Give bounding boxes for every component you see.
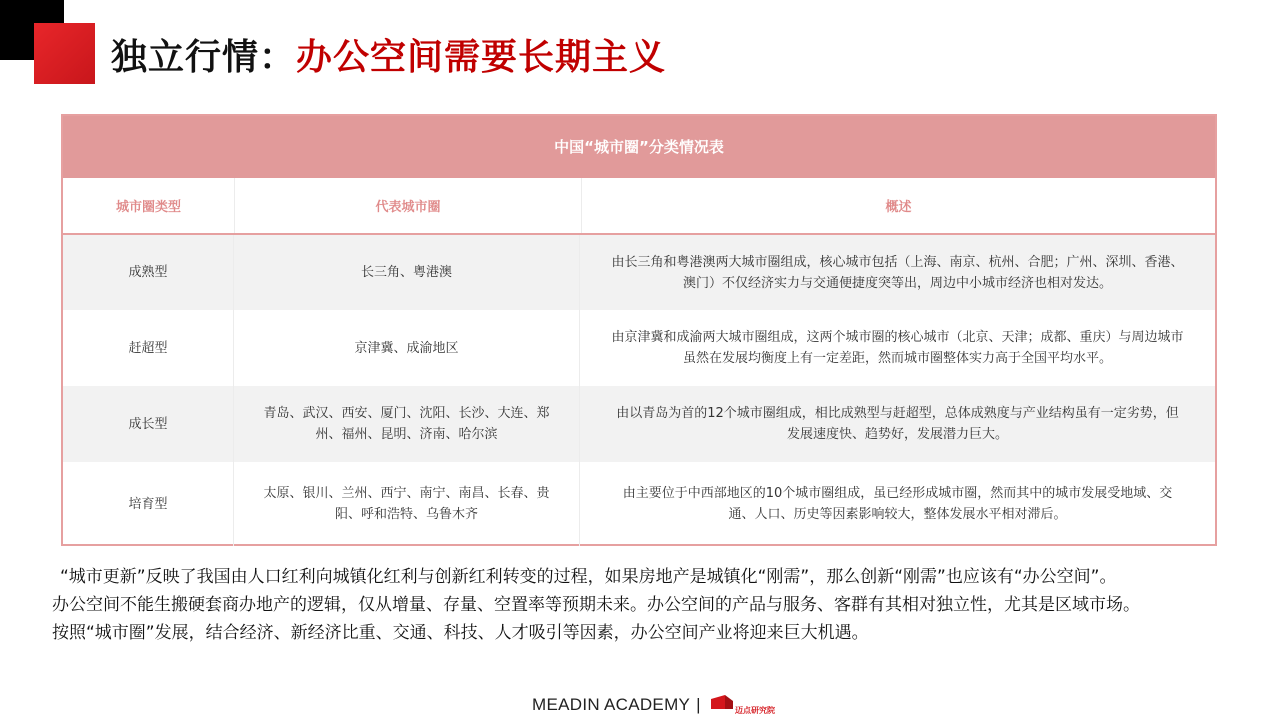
cell-type: 培育型 [63, 462, 234, 546]
cell-type: 赶超型 [63, 310, 234, 386]
footer [532, 693, 775, 717]
body-paragraphs [52, 563, 1252, 647]
cell-summary: 由以青岛为首的12个城市圈组成，相比成熟型与赶超型，总体成熟度与产业结构虽有一定劣势，但发展速度快、趋势好，发展潜力巨大。 [616, 406, 1179, 442]
body-paragraph: 办公空间不能生搬硬套商办地产的逻辑，仅从增量、存量、空置率等预期未来。办公空间的产品与服务、客群有其相对独立性，尤其是区域市场。 [52, 595, 1140, 615]
body-paragraph: 按照“城市圈”发展，结合经济、新经济比重、交通、科技、人才吸引等因素，办公空间产业将迎来巨大机遇。 [52, 623, 869, 643]
column-header-summary: 概述 [885, 200, 912, 215]
table-header-row [63, 178, 1215, 235]
cell-cities: 京津冀、成渝地区 [234, 310, 580, 386]
body-paragraph: “城市更新”反映了我国由人口红利向城镇化红利与创新红利转变的过程，如果房地产是城镇化“刚需”，那么创新“刚需”也应该有“办公空间”。 [60, 567, 1117, 587]
footer-separator: | [696, 695, 701, 714]
slide-title [111, 34, 666, 84]
cell-summary: 由长三角和粤港澳两大城市圈组成，核心城市包括（上海、南京、杭州、合肥；广州、深圳、香港、澳门）不仅经济实力与交通便捷度突等出，周边中小城市经济也相对发达。 [611, 254, 1184, 291]
table-caption: 中国“城市圈”分类情况表 [63, 116, 1215, 178]
table-row [63, 235, 1215, 310]
column-header-cities: 代表城市圈 [235, 178, 582, 233]
cell-summary: 由主要位于中西部地区的10个城市圈组成，虽已经形成城市圈，然而其中的城市发展受地域、交通、人口、历史等因素影响较大，整体发展水平相对滞后。 [622, 486, 1173, 522]
column-header-type: 城市圈类型 [63, 178, 235, 233]
table-row [63, 462, 1215, 546]
footer-brand: MEADIN ACADEMY [532, 695, 691, 714]
table-row [63, 310, 1215, 386]
title-part-black: 独立行情： [111, 37, 297, 78]
table-row [63, 386, 1215, 462]
meadin-logo-icon [709, 693, 775, 717]
corner-decoration-red [34, 23, 95, 84]
cell-cities: 青岛、武汉、西安、厦门、沈阳、长沙、大连、郑州、福州、昆明、济南、哈尔滨 [234, 386, 580, 462]
logo-text: 迈点研究院 [734, 706, 775, 715]
cell-type: 成熟型 [63, 235, 234, 310]
cell-cities: 长三角、粤港澳 [234, 235, 580, 310]
title-part-red: 办公空间需要长期主义 [296, 37, 667, 78]
city-circle-table [61, 114, 1217, 546]
cell-summary: 由京津冀和成渝两大城市圈组成，这两个城市圈的核心城市（北京、天津；成都、重庆）与周边城市虽然在发展均衡度上有一定差距，然而城市圈整体实力高于全国平均水平。 [611, 330, 1184, 366]
cell-type: 成长型 [63, 386, 234, 462]
cell-cities: 太原、银川、兰州、西宁、南宁、南昌、长春、贵阳、呼和浩特、乌鲁木齐 [234, 462, 580, 546]
